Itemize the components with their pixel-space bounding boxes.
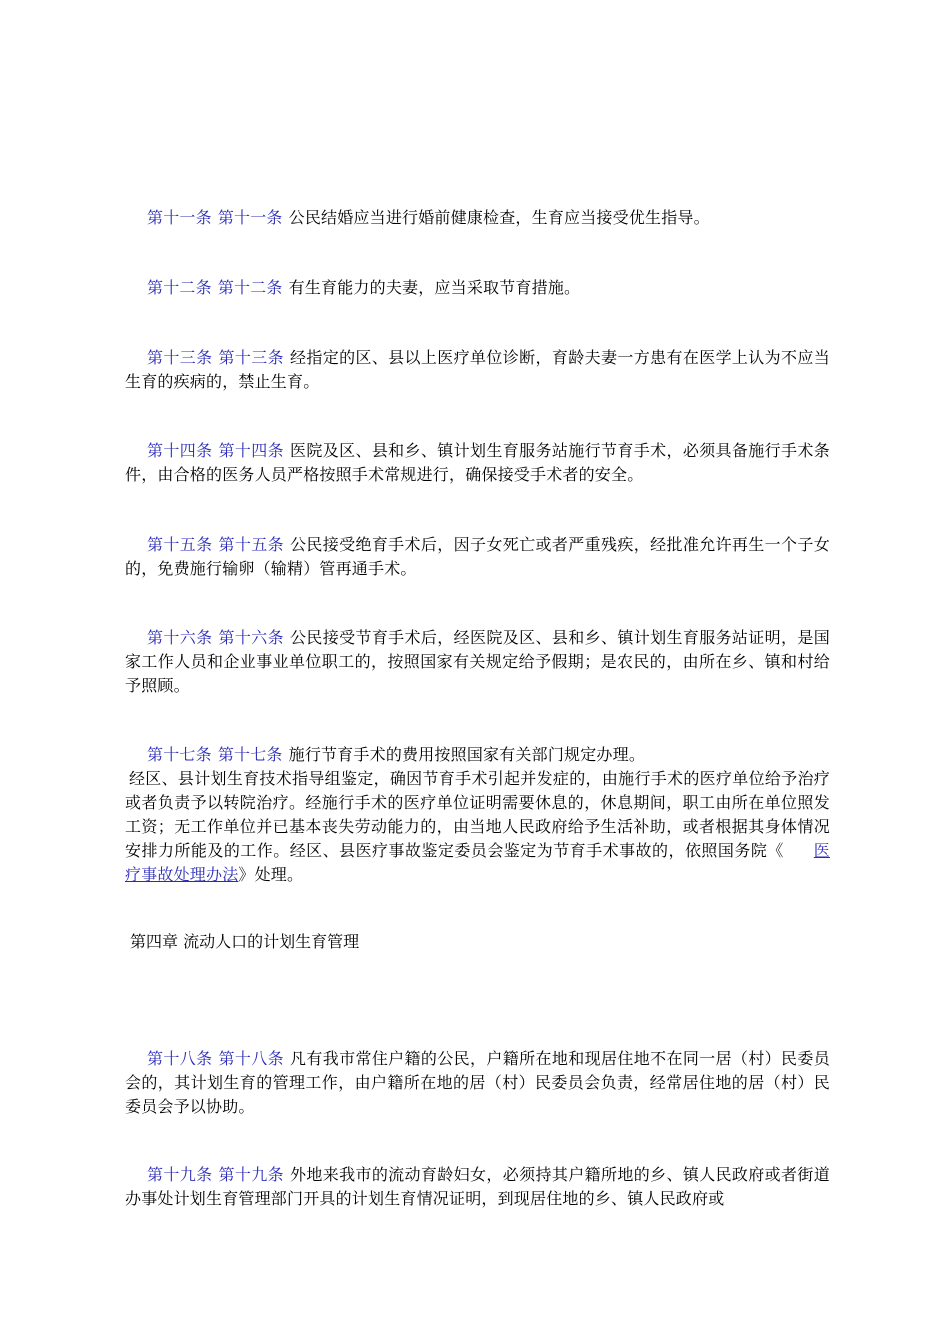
article-text: 有生育能力的夫妻，应当采取节育措施。 — [288, 278, 581, 297]
article-number-link[interactable]: 第十一条 — [217, 208, 283, 227]
article-text: 经指定的区、县以上医疗单位诊断，育龄夫妻一方患有在医学上认为不应当生育的疾病的，禁止生育。 — [125, 348, 830, 391]
article-11 — [125, 206, 830, 230]
chapter-heading: 第四章 流动人口的计划生育管理 — [130, 932, 360, 951]
article-16 — [125, 626, 830, 698]
article-13 — [125, 346, 830, 394]
article-text: 医院及区、县和乡、镇计划生育服务站施行节育手术，必须具备施行手术条件，由合格的医务人员严格按照手术常规进行，确保接受手术者的安全。 — [125, 441, 830, 484]
article-text: 公民结婚应当进行婚前健康检查，生育应当接受优生指导。 — [288, 208, 710, 227]
article-19 — [125, 1163, 830, 1211]
article-number-link[interactable]: 第十九条 — [147, 1165, 213, 1184]
article-number-link[interactable]: 第十三条 — [147, 348, 213, 367]
article-number-link[interactable]: 第十一条 — [147, 208, 212, 227]
article-number-link[interactable]: 第十八条 — [218, 1049, 284, 1068]
article-text: 公民接受绝育手术后，因子女死亡或者严重残疾，经批准允许再生一个子女的，免费施行输卵（输精）管再通手术。 — [125, 535, 830, 578]
article-number-link[interactable]: 第十七条 — [217, 745, 283, 764]
article-number-link[interactable]: 第十二条 — [147, 278, 212, 297]
article-text: 外地来我市的流动育龄妇女，必须持其户籍所地的乡、镇人民政府或者街道办事处计划生育管理部门开具的计划生育情况证明，到现居住地的乡、镇人民政府或 — [125, 1165, 830, 1208]
article-number-link[interactable]: 第十四条 — [218, 441, 284, 460]
article-number-link[interactable]: 第十六条 — [147, 628, 213, 647]
article-number-link[interactable]: 第十六条 — [218, 628, 284, 647]
regulation-link[interactable]: 医疗事故处理办法 — [125, 841, 830, 884]
article-18 — [125, 1047, 830, 1119]
article-text: 公民接受节育手术后，经医院及区、县和乡、镇计划生育服务站证明，是国家工作人员和企业事业单位职工的，按照国家有关规定给予假期；是农民的，由所在乡、镇和村给予照顾。 — [125, 628, 830, 695]
article-number-link[interactable]: 第十七条 — [147, 745, 212, 764]
article-tail: 》处理。 — [238, 865, 304, 884]
article-number-link[interactable]: 第十五条 — [147, 535, 213, 554]
article-continuation: 经区、县计划生育技术指导组鉴定，确因节育手术引起并发症的，由施行手术的医疗单位给予治疗或者负责予以转院治疗。经施行手术的医疗单位证明需要休息的，休息期间，职工由所在单位照发工资；无工作单位并已基本丧失劳动能力的，由当地人民政府给予生活补助，或者根据其身体情况安排力所能及的工作。经区、县医疗事故鉴定委员会鉴定为节育手术事故的，依照国务院《 — [125, 769, 830, 860]
article-text: 施行节育手术的费用按照国家有关部门规定办理。 — [288, 745, 646, 764]
article-number-link[interactable]: 第十四条 — [147, 441, 213, 460]
article-text: 凡有我市常住户籍的公民，户籍所在地和现居住地不在同一居（村）民委员会的，其计划生育的管理工作，由户籍所在地的居（村）民委员会负责，经常居住地的居（村）民委员会予以协助。 — [125, 1049, 830, 1116]
article-number-link[interactable]: 第十二条 — [217, 278, 283, 297]
article-17 — [125, 743, 830, 887]
article-12 — [125, 276, 830, 300]
article-number-link[interactable]: 第十八条 — [147, 1049, 213, 1068]
article-14 — [125, 439, 830, 487]
article-number-link[interactable]: 第十九条 — [218, 1165, 284, 1184]
article-15 — [125, 533, 830, 581]
article-number-link[interactable]: 第十五条 — [218, 535, 284, 554]
article-number-link[interactable]: 第十三条 — [218, 348, 284, 367]
